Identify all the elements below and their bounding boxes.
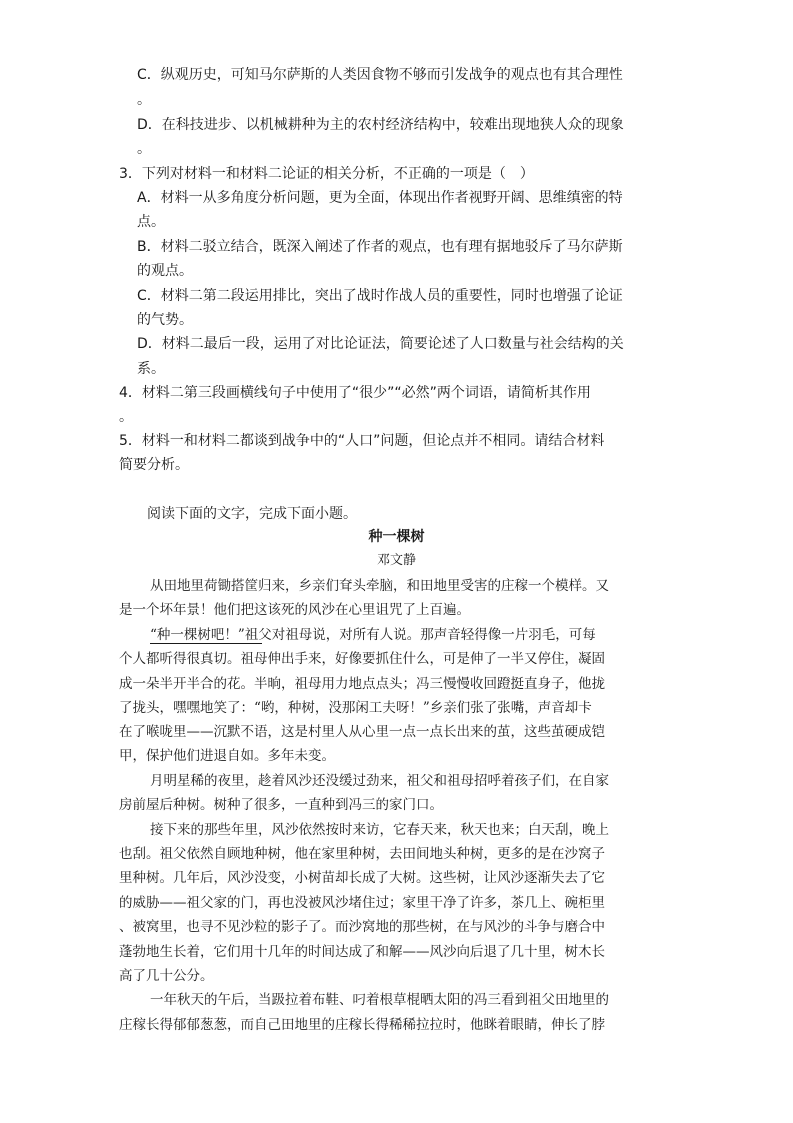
q2-option-d-line2: 。 xyxy=(137,141,151,157)
q3-option-d-line2: 系。 xyxy=(137,361,165,377)
q4-line1: 4．材料二第三段画横线句子中使用了“很少”“必然”两个词语，请简析其作用 xyxy=(119,385,591,401)
passage-line: 甲，保护他们进退自如。多年未变。 xyxy=(119,748,335,764)
passage-line: 个人都听得很真切。祖母伸出手来，好像要抓住什么，可是伸了一半又停住，凝固 xyxy=(119,651,605,667)
q4-line2: 。 xyxy=(119,409,133,425)
passage-line: 成一朵半开半合的花。半晌，祖母用力地点点头；冯三慢慢收回蹬挺直身子，他拢 xyxy=(119,676,605,692)
q5-line1: 5．材料一和材料二都谈到战争中的“人口”问题，但论点并不相同。请结合材料 xyxy=(119,433,605,449)
passage-line: 蓬勃地生长着，它们用十几年的时间达成了和解——风沙向后退了几十里，树木长 xyxy=(119,944,605,960)
q3-option-a-line1: A．材料一从多角度分析问题，更为全面，体现出作者视野开阔、思维缜密的特 xyxy=(137,190,623,206)
passage-line: 的威胁——祖父家的门，再也没被风沙堵住过；家里干净了许多，茶几上、碗柜里 xyxy=(119,895,605,911)
passage-title: 种一棵树 xyxy=(368,529,425,545)
q3-option-b-line2: 的观点。 xyxy=(137,263,193,279)
passage-line: 从田地里荷锄搭筐归来，乡亲们耷头牵脑，和田地里受害的庄稼一个模样。又 xyxy=(150,578,609,594)
reading-instruction: 阅读下面的文字，完成下面小题。 xyxy=(147,506,357,522)
q3-option-c-line1: C．材料二第二段运用排比，突出了战时作战人员的重要性，同时也增强了论证 xyxy=(137,288,623,304)
passage-line: 接下来的那些年里，风沙依然按时来访，它春天来，秋天也来；白天刮，晚上 xyxy=(150,822,609,838)
passage-line: 一年秋天的午后，当趿拉着布鞋、叼着根草棍晒太阳的冯三看到祖父田地里的 xyxy=(150,992,609,1008)
q3-option-b-line1: B．材料二驳立结合，既深入阐述了作者的观点，也有理有据地驳斥了马尔萨斯 xyxy=(137,239,623,255)
passage-line-underlined: “种一棵树吧！”祖父对祖母说，对所有人说。那声音轻得像一片羽毛，可每 xyxy=(150,627,596,643)
passage-line: 是一个坏年景！他们把这该死的风沙在心里诅咒了上百遍。 xyxy=(119,602,470,618)
q3-option-d-line1: D．材料二最后一段，运用了对比论证法，简要论述了人口数量与社会结构的关 xyxy=(137,336,624,352)
q2-option-c-line2: 。 xyxy=(137,92,151,108)
passage-line: 在了喉咙里——沉默不语，这是村里人从心里一点一点长出来的茧，这些茧硬成铠 xyxy=(119,724,605,740)
q3-option-c-line2: 的气势。 xyxy=(137,312,193,328)
underline-mark xyxy=(150,643,262,644)
passage-author: 邓文静 xyxy=(376,553,416,568)
passage-line: 月明星稀的夜里，趁着风沙还没缓过劲来，祖父和祖母招呼着孩子们，在自家 xyxy=(150,773,609,789)
q2-option-d-line1: D．在科技进步、以机械耕种为主的农村经济结构中，较难出现地狭人众的现象 xyxy=(137,117,624,133)
q3-stem: 3．下列对材料一和材料二论证的相关分析，不正确的一项是（ ） xyxy=(119,166,534,182)
passage-line: 、被窝里，也寻不见沙粒的影子了。而沙窝地的那些树，在与风沙的斗争与磨合中 xyxy=(119,919,605,935)
passage-line: 也刮。祖父依然自顾地种树，他在家里种树，去田间地头种树，更多的是在沙窝子 xyxy=(119,846,605,862)
passage-line: 里种树。几年后，风沙没变，小树苗却长成了大树。这些树，让风沙逐渐失去了它 xyxy=(119,870,605,886)
q2-option-c-line1: C．纵观历史，可知马尔萨斯的人类因食物不够而引发战争的观点也有其合理性 xyxy=(137,67,623,83)
passage-line: 高了几十公分。 xyxy=(119,968,214,984)
passage-line: 了拢头，嘿嘿地笑了：“哟，种树，没那闲工夫呀！”乡亲们张了张嘴，声音却卡 xyxy=(119,700,592,716)
q3-option-a-line2: 点。 xyxy=(137,214,165,230)
passage-line: 房前屋后种树。树种了很多，一直种到冯三的家门口。 xyxy=(119,797,443,813)
q5-line2: 简要分析。 xyxy=(119,457,189,473)
passage-line: 庄稼长得郁郁葱葱，而自己田地里的庄稼长得稀稀拉拉时，他眯着眼睛，伸长了脖 xyxy=(119,1017,605,1033)
